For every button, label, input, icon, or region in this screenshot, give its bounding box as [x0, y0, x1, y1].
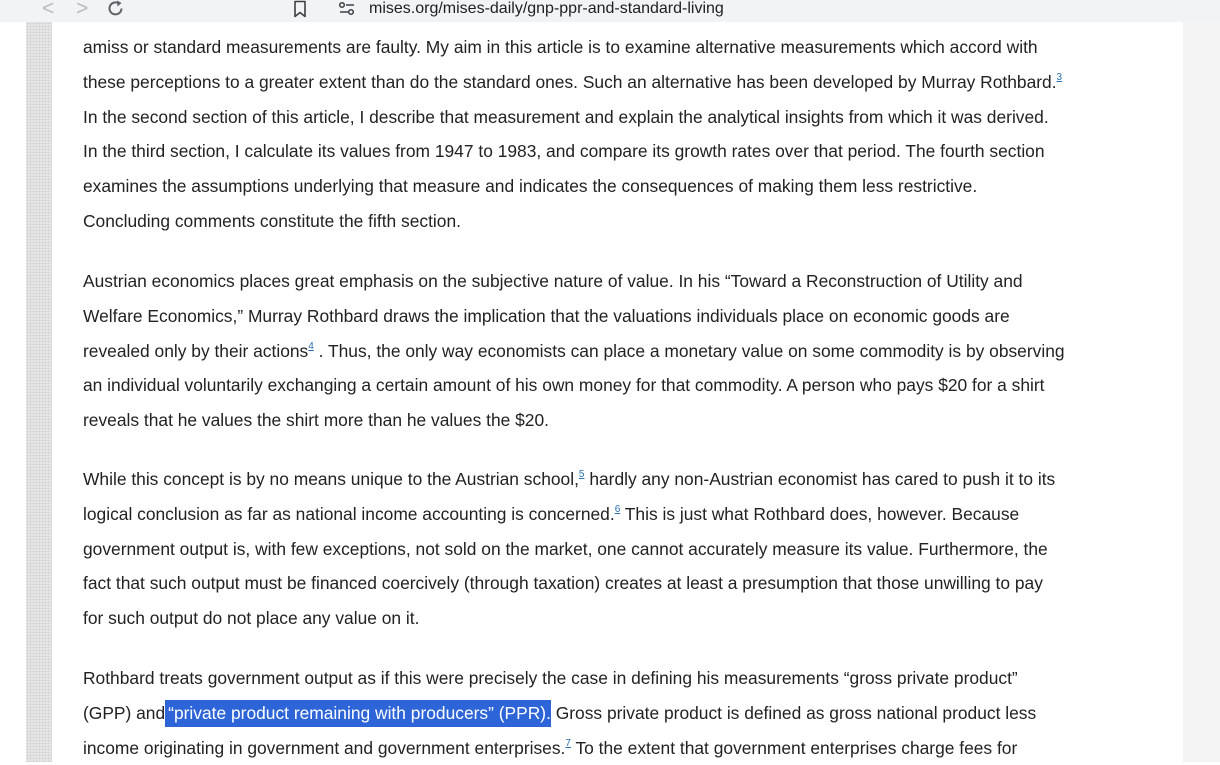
text-line: reveals that he values the shirt more than he values the $20.: [83, 410, 549, 431]
footnote-link-7[interactable]: 7: [565, 737, 571, 749]
right-margin: [1183, 22, 1220, 762]
text-line: To the extent that government enterprises charge fees for: [570, 737, 1018, 758]
text-line: hardly any non-Austrian economist has cared to push it to its: [584, 469, 1056, 489]
text-line: these perceptions to a greater extent than do the standard ones. Such an alternative has been developed by Murray Rothbard.: [83, 71, 1057, 92]
article-paragraph-4: [83, 661, 1153, 765]
text-line: (GPP) and: [83, 702, 166, 723]
left-gutter: [26, 22, 52, 762]
text-line: While this concept is by no means unique to the Austrian school,: [83, 469, 579, 489]
footnote-link-4[interactable]: 4: [308, 340, 314, 352]
text-line: Concluding comments constitute the fifth section.: [83, 210, 461, 231]
footnote-link-3[interactable]: 3: [1056, 71, 1063, 83]
article-paragraph-3: [83, 462, 1153, 636]
text-line: Gross private product is defined as gross national product less: [550, 702, 1037, 723]
text-line: Austrian economics places great emphasis on the subjective nature of value. In his “Toward a Reconstruction of Utility and: [83, 271, 1023, 291]
bookmark-icon[interactable]: [292, 0, 308, 23]
text-line: In the second section of this article, I describe that measurement and explain the analytical insights from which it was derived.: [83, 106, 1049, 127]
text-line: government output is, with few exceptions, not sold on the market, one cannot accurately measure its value. Furthermore, the: [83, 538, 1048, 559]
text-line: income originating in government and government enterprises.: [83, 737, 566, 758]
browser-toolbar: [0, 0, 1220, 22]
text-line: . Thus, the only way economists can place a monetary value on some commodity is by observing: [313, 340, 1065, 361]
text-line: Welfare Economics,” Murray Rothbard draws the implication that the valuations individuals place on economic goods are: [83, 305, 1010, 326]
text-line: examines the assumptions underlying that measure and indicates the consequences of making them less restrictive.: [83, 176, 978, 197]
text-line: This is just what Rothbard does, however. Because: [620, 503, 1020, 524]
forward-button[interactable]: >: [76, 0, 89, 20]
text-line: amiss or standard measurements are faulty. My aim in this article is to examine alternative measurements which accord with: [83, 37, 1038, 57]
text-line: In the third section, I calculate its values from 1947 to 1983, and compare its growth rates over that period. The fourth section: [83, 141, 1045, 162]
text-line: revealed only by their actions: [83, 340, 309, 361]
text-line: logical conclusion as far as national income accounting is concerned.: [83, 503, 615, 524]
article-paragraph-1: [83, 30, 1153, 239]
footnote-link-5[interactable]: 5: [578, 469, 585, 480]
article-paragraph-2: [83, 264, 1153, 438]
text-line: an individual voluntarily exchanging a certain amount of his own money for that commodity. A person who pays $20 for a shirt: [83, 375, 1045, 396]
text-line: fact that such output must be financed coercively (through taxation) creates at least a presumption that those unwilling to pay: [83, 573, 1043, 594]
back-button[interactable]: <: [42, 0, 55, 20]
text-line: Rothbard treats government output as if this were precisely the case in defining his measurements “gross private product”: [83, 668, 1018, 688]
article-content: [52, 22, 1183, 762]
site-info-icon[interactable]: [338, 1, 356, 22]
footnote-link-6[interactable]: 6: [614, 503, 621, 515]
url-text[interactable]: mises.org/mises-daily/gnp-ppr-and-standard-living: [369, 0, 724, 17]
selected-text[interactable]: “private product remaining with producers” (PPR).: [165, 700, 551, 727]
text-line: for such output do not place any value on it.: [83, 608, 420, 629]
reload-icon[interactable]: [106, 0, 126, 19]
